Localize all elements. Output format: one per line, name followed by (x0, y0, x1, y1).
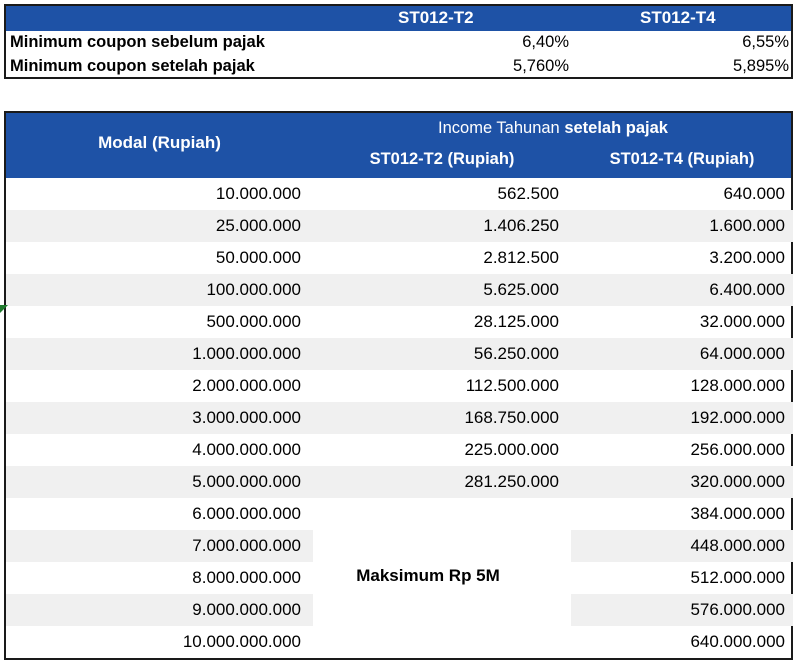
coupon-summary-table (4, 4, 793, 79)
summary-row-t2: 5,760% (513, 57, 569, 75)
table-row (6, 178, 791, 210)
t2-income-cell: 5.625.000 (313, 274, 571, 306)
modal-cell: 8.000.000.000 (192, 568, 301, 587)
cell-comment-marker (0, 305, 8, 313)
income-table-header (6, 113, 791, 178)
modal-cell: 10.000.000.000 (182, 632, 301, 651)
t4-income-cell: 6.400.000 (571, 274, 793, 306)
income-header (313, 119, 793, 138)
t4-income-cell: 640.000.000 (690, 632, 785, 651)
income-table-body (6, 178, 791, 658)
t2-income-cell: 168.750.000 (313, 402, 571, 434)
t4-income-cell: 192.000.000 (571, 402, 793, 434)
t4-income-cell: 448.000.000 (571, 530, 793, 562)
modal-cell: 100.000.000 (6, 274, 313, 306)
table-row (6, 402, 791, 434)
t2-income-cell: 112.500.000 (465, 376, 559, 395)
t4-income-cell: 384.000.000 (690, 504, 785, 523)
t4-income-cell: 640.000 (723, 184, 785, 203)
summary-row (6, 31, 791, 55)
modal-cell: 25.000.000 (6, 210, 313, 242)
table-row (6, 338, 791, 370)
modal-cell: 500.000.000 (206, 312, 301, 331)
modal-cell: 10.000.000 (215, 184, 301, 203)
income-header-plain: Income Tahunan (438, 119, 565, 137)
t4-income-cell: 128.000.000 (690, 376, 785, 395)
t4-income-cell: 64.000.000 (571, 338, 793, 370)
modal-cell: 1.000.000.000 (6, 338, 313, 370)
table-row (6, 498, 791, 530)
modal-cell: 9.000.000.000 (6, 594, 313, 626)
modal-cell: 3.000.000.000 (6, 402, 313, 434)
modal-header: Modal (Rupiah) (98, 133, 221, 152)
table-row (6, 274, 791, 306)
t2-income-cell: 2.812.500 (483, 248, 559, 267)
t2-income-cell: 28.125.000 (473, 312, 559, 331)
table-row (6, 594, 791, 626)
t4-income-cell: 576.000.000 (571, 594, 793, 626)
table-row (6, 370, 791, 402)
summary-row-t4: 6,55% (742, 33, 789, 51)
modal-cell: 6.000.000.000 (192, 504, 301, 523)
table-row (6, 242, 791, 274)
table-row (6, 210, 791, 242)
modal-cell: 2.000.000.000 (192, 376, 301, 395)
table-row (6, 306, 791, 338)
table-row (6, 626, 791, 658)
t4-income-cell: 320.000.000 (571, 466, 793, 498)
t4-income-cell: 512.000.000 (690, 568, 785, 587)
summary-row-label: Minimum coupon sebelum pajak (10, 33, 265, 51)
t4-income-cell: 3.200.000 (709, 248, 785, 267)
modal-cell: 7.000.000.000 (6, 530, 313, 562)
t4-header: ST012-T4 (Rupiah) (609, 150, 755, 168)
t2-income-cell (313, 626, 571, 658)
summary-row (6, 55, 791, 79)
modal-cell: 4.000.000.000 (192, 440, 301, 459)
t2-income-cell: 562.500 (497, 184, 559, 203)
table-row (6, 530, 791, 562)
summary-header-t4: ST012-T4 (640, 8, 716, 27)
t4-income-cell: 32.000.000 (699, 312, 785, 331)
t4-income-cell: 256.000.000 (690, 440, 785, 459)
income-table (4, 111, 793, 660)
t2-income-cell: 1.406.250 (313, 210, 571, 242)
t2-income-cell (313, 530, 571, 562)
table-row (6, 466, 791, 498)
t4-income-cell: 1.600.000 (571, 210, 793, 242)
summary-row-t4: 5,895% (733, 57, 789, 75)
t2-income-cell: 56.250.000 (313, 338, 571, 370)
t2-income-cell (313, 594, 571, 626)
t2-income-cell: 225.000.000 (464, 440, 559, 459)
summary-row-label: Minimum coupon setelah pajak (10, 57, 255, 75)
maximum-note: Maksimum Rp 5M (356, 566, 500, 585)
modal-cell: 5.000.000.000 (6, 466, 313, 498)
t2-header: ST012-T2 (Rupiah) (369, 150, 515, 168)
table-row (6, 434, 791, 466)
summary-header-t2: ST012-T2 (398, 8, 474, 27)
income-header-bold: setelah pajak (564, 119, 668, 137)
summary-header-row (6, 6, 791, 31)
t2-income-cell: 281.250.000 (313, 466, 571, 498)
t2-income-cell (313, 498, 571, 530)
modal-cell: 50.000.000 (215, 248, 301, 267)
summary-row-t2: 6,40% (522, 33, 569, 51)
